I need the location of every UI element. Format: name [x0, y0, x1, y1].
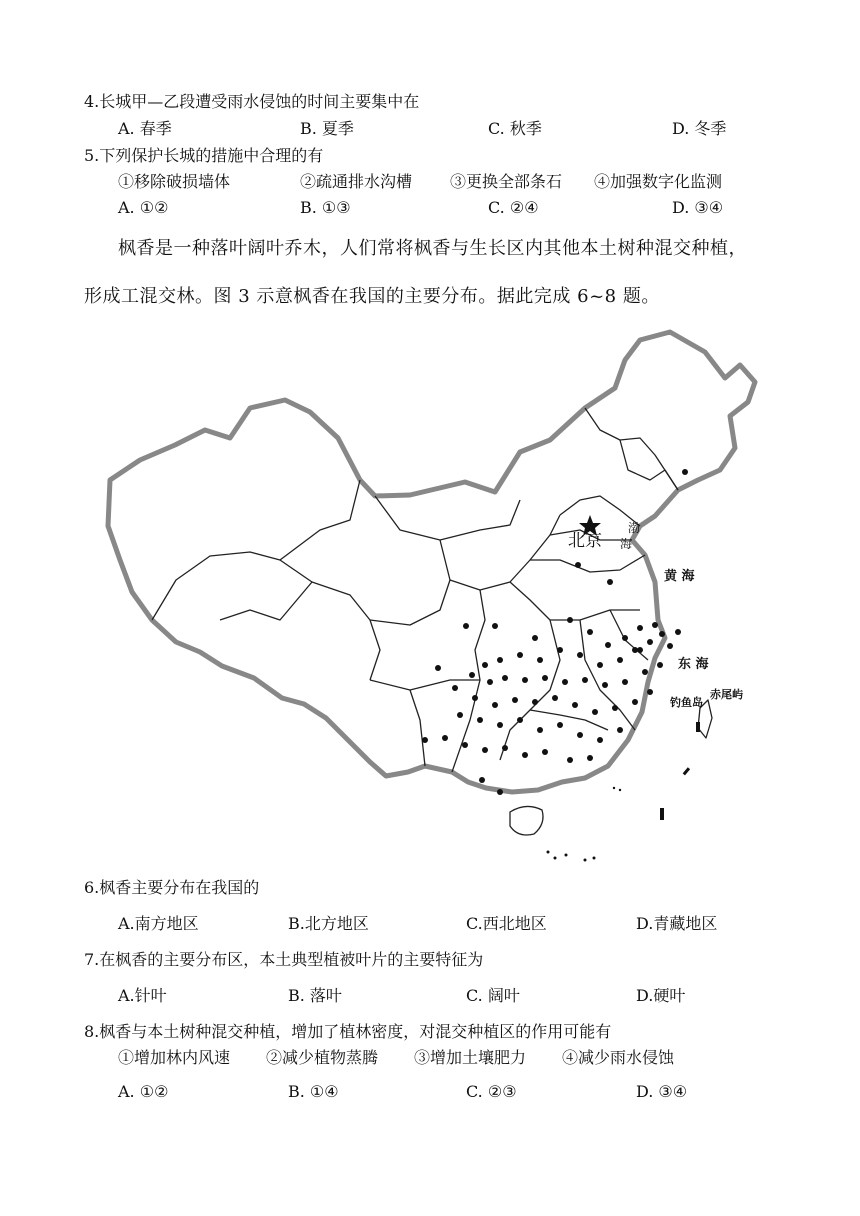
- q6-option-c[interactable]: C.西北地区: [466, 914, 547, 933]
- q5-item-3: ③更换全部条石: [450, 172, 563, 191]
- q8-stem: 8.枫香与本土树种混交种植，增加了植林密度，对混交种植区的作用可能有: [84, 1022, 612, 1041]
- passage-line-1: 枫香是一种落叶阔叶乔木，人们常将枫香与生长区内其他本土树种混交种植，: [118, 238, 747, 259]
- q5-option-c[interactable]: C. ②④: [488, 198, 539, 217]
- q5-item-4: ④加强数字化监测: [594, 172, 723, 191]
- q4-stem: 4.长城甲—乙段遭受雨水侵蚀的时间主要集中在: [84, 92, 420, 111]
- label-chiwei: 赤尾屿: [710, 688, 743, 701]
- q4-option-b[interactable]: B. 夏季: [300, 119, 354, 138]
- q5-stem: 5.下列保护长城的措施中合理的有: [84, 146, 324, 165]
- q8-option-b[interactable]: B. ①④: [288, 1082, 339, 1101]
- label-beijing: 北京: [568, 531, 602, 551]
- q6-option-d[interactable]: D.青藏地区: [636, 914, 718, 933]
- q8-option-c[interactable]: C. ②③: [466, 1082, 517, 1101]
- q4-option-c[interactable]: C. 秋季: [488, 119, 542, 138]
- label-bohai-1: 渤: [628, 521, 641, 535]
- q7-option-d[interactable]: D.硬叶: [636, 986, 686, 1005]
- q5-item-1: ①移除破损墙体: [118, 172, 231, 191]
- q4-option-d[interactable]: D. 冬季: [672, 119, 727, 138]
- label-bohai-2: 海: [620, 537, 633, 551]
- q6-stem: 6.枫香主要分布在我国的: [84, 878, 260, 897]
- q8-item-2: ②减少植物蒸腾: [266, 1048, 379, 1067]
- national-border: [108, 332, 755, 792]
- q5-option-d[interactable]: D. ③④: [672, 198, 724, 217]
- label-diaoyu: 钓鱼岛: [670, 696, 703, 709]
- q8-item-4: ④减少雨水侵蚀: [562, 1048, 675, 1067]
- q7-option-a[interactable]: A.针叶: [118, 986, 167, 1005]
- q7-option-c[interactable]: C. 阔叶: [466, 986, 520, 1005]
- q4-option-a[interactable]: A. 春季: [118, 119, 172, 138]
- hainan-island: [510, 806, 543, 835]
- q7-stem: 7.在枫香的主要分布区，本土典型植被叶片的主要特征为: [84, 950, 484, 969]
- q8-item-3: ③增加土壤肥力: [414, 1048, 527, 1067]
- q6-option-a[interactable]: A.南方地区: [118, 914, 199, 933]
- q5-option-a[interactable]: A. ①②: [118, 198, 169, 217]
- q6-option-b[interactable]: B.北方地区: [288, 914, 369, 933]
- passage-line-2: 形成工混交林。图 3 示意枫香在我国的主要分布。据此完成 6~8 题。: [84, 286, 660, 307]
- q8-option-a[interactable]: A. ①②: [118, 1082, 169, 1101]
- q8-item-1: ①增加林内风速: [118, 1048, 231, 1067]
- label-donghai: 东 海: [678, 657, 709, 672]
- q5-option-b[interactable]: B. ①③: [300, 198, 351, 217]
- china-map-figure: [80, 320, 760, 870]
- q8-option-d[interactable]: D. ③④: [636, 1082, 688, 1101]
- label-huanghai: 黄 海: [664, 569, 695, 584]
- q7-option-b[interactable]: B. 落叶: [288, 986, 342, 1005]
- q5-item-2: ②疏通排水沟槽: [300, 172, 413, 191]
